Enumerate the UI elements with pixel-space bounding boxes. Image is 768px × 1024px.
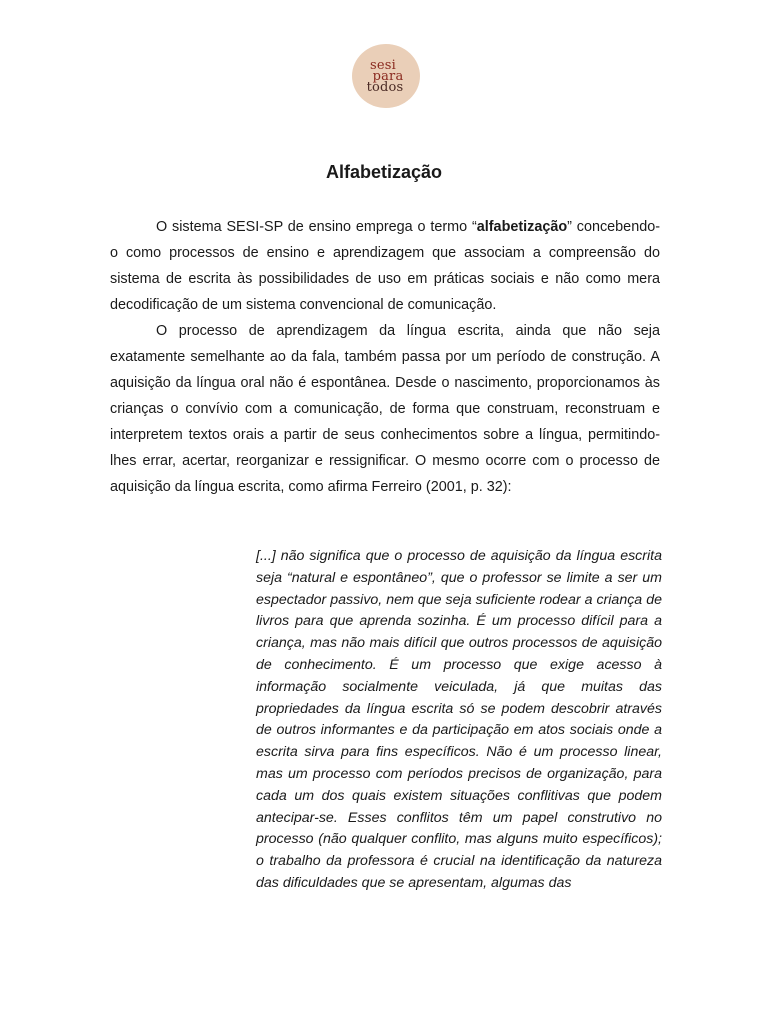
logo-line-2: para [372,68,404,84]
paragraph-1 [110,214,660,318]
page-title: Alfabetização [325,162,443,182]
paragraph-2: O processo de aprendizagem da língua escrita, ainda que não seja exatamente semelhante ao da fala, também passa por um período de construção. A aquisição da língua oral não é espontânea. Desde o nascimento, proporcionamos às crianças o convívio com a comunicação, de forma que construam, reconstruam e interpretem textos orais a partir de seus conhecimentos sobre a língua, permitindo-lhes errar, acertar, reorganizar e ressignificar. O mesmo ocorre com o processo de aquisição da língua escrita, como afirma Ferreiro (2001, p. 32): [110,323,660,495]
paragraph-1-after: ” concebendo-o como processos de ensino e aprendizagem que associam a compreensão do sistema de escrita às possibilidades de uso em práticas sociais e não como mera decodificação de um sistema convencional de comunicação. [110,219,660,313]
logo-line-1: sesi [370,57,396,73]
paragraph-1-bold-term: alfabetização [476,219,568,235]
block-quote: [...] não significa que o processo de aquisição da língua escrita seja “natural e espontâneo”, que o professor se limite a ser um espectador passivo, nem que seja suficiente rodear a criança de livros para que aprenda sozinha. É um processo difícil para a criança, mas não mais difícil que outros processos de aquisição de conhecimento. É um processo que exige acesso à informação socialmente veiculada, já que muitas das propriedades da língua escrita só se podem descobrir através de outros informantes e da participação em atos sociais onde a escrita sirva para fins específicos. Não é um processo linear, mas um processo com períodos precisos de organização, para cada um dos quais existem situações conflitivas que podem antecipar-se. Esses conflitos têm um papel construtivo no processo (não qualquer conflito, mas alguns muito específicos); o trabalho da professora é crucial na identificação da natureza das dificuldades que se apresentam, algumas das [256,548,662,891]
sesi-para-todos-logo [352,44,420,108]
logo-line-3: todos [366,79,404,95]
paragraph-1-before: O sistema SESI-SP de ensino emprega o termo “ [156,219,477,235]
document-body [110,214,660,500]
